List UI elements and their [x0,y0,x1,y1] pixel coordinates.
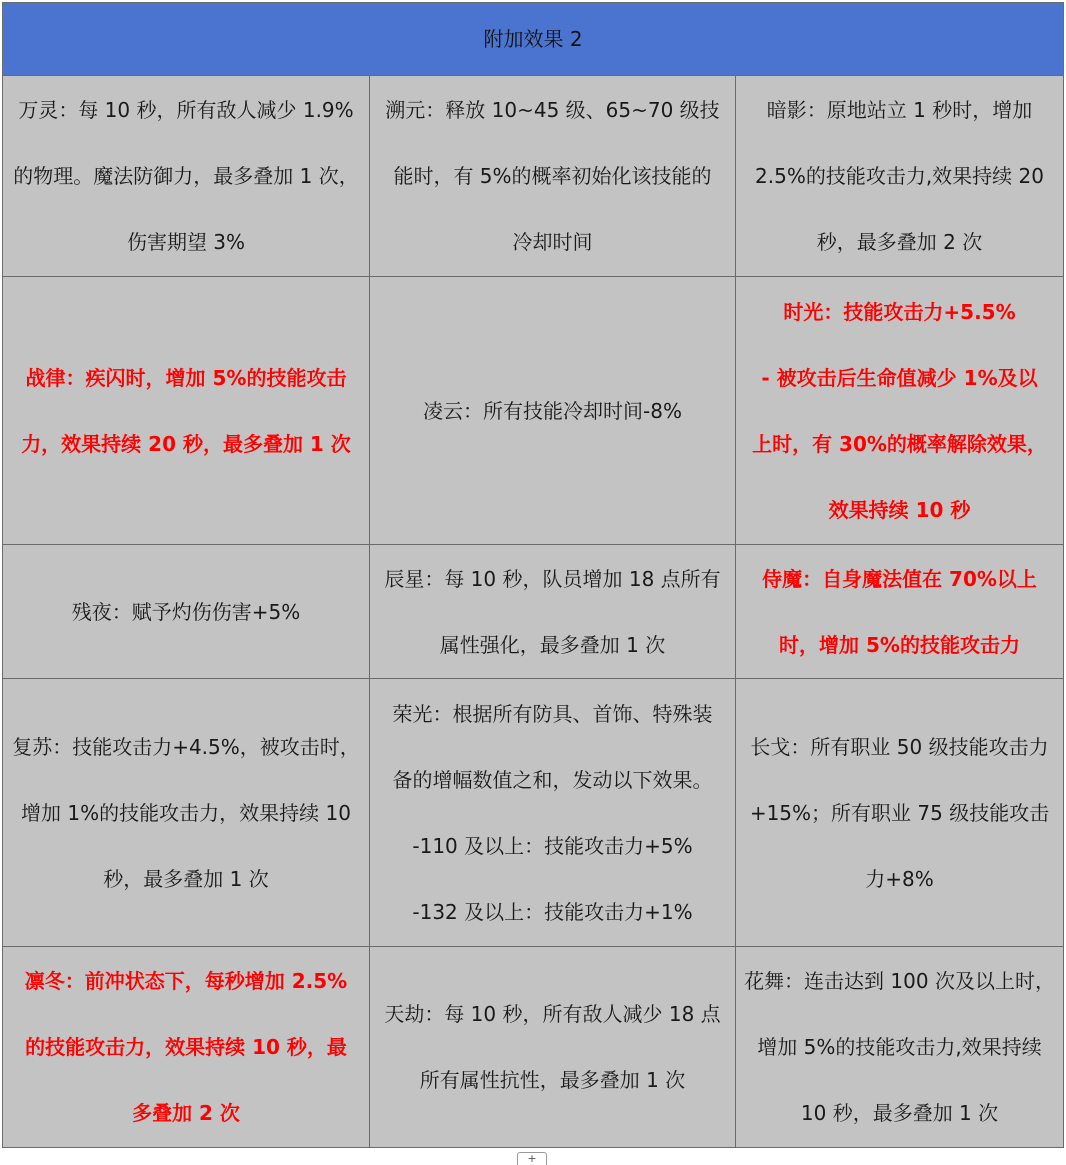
effect-line: 的技能攻击力，效果持续 10 秒，最 [25,1035,347,1059]
effect-line: 暗影：原地站立 1 秒时，增加 [766,98,1033,122]
effect-line: 能时，有 5%的概率初始化该技能的 [393,164,712,188]
effect-line: -132 及以上：技能攻击力+1% [412,899,693,924]
effect-line: 多叠加 2 次 [132,1101,240,1125]
effect-cell [736,277,1064,545]
effect-cell [3,679,370,947]
effect-cell [736,76,1064,277]
effect-line: 的物理。魔法防御力，最多叠加 1 次， [13,164,359,188]
table-row [3,76,1064,277]
effect-line: 荣光：根据所有防具、首饰、特殊装 [392,701,713,726]
table-row [3,545,1064,679]
effect-line: 复苏：技能攻击力+4.5%，被攻击时， [12,734,360,759]
effects-table [2,2,1064,1148]
effect-cell [370,947,736,1148]
effect-line: 时光：技能攻击力+5.5% [783,299,1016,324]
effect-line: 上时，有 30%的概率解除效果， [752,431,1047,456]
effect-line: 侍魔：自身魔法值在 70%以上 [762,566,1037,591]
effect-cell [3,947,370,1148]
effect-line: 战律：疾闪时，增加 5%的技能攻击 [25,365,347,390]
effect-cell [736,947,1064,1148]
effect-line: 2.5%的技能攻击力,效果持续 20 [755,164,1044,188]
effect-line: 花舞：连击达到 100 次及以上时， [744,969,1055,993]
effect-line: 冷却时间 [512,230,593,254]
table-resize-handle[interactable]: + [517,1152,547,1165]
effect-line: 长戈：所有职业 50 级技能攻击力 [750,734,1049,759]
table-title: 附加效果 2 [3,3,1064,76]
effect-cell [370,277,736,545]
effect-cell [736,545,1064,679]
effect-line: 时，增加 5%的技能攻击力 [779,632,1020,657]
effect-line: 增加 1%的技能攻击力，效果持续 10 [21,800,351,825]
effect-line: 力，效果持续 20 秒，最多叠加 1 次 [21,431,351,456]
effect-line: 天劫：每 10 秒，所有敌人减少 18 点 [384,1002,721,1026]
effect-cell [370,545,736,679]
effect-cell [3,545,370,679]
table-row [3,947,1064,1148]
effect-line: 溯元：释放 10~45 级、65~70 级技 [385,98,720,122]
effect-line: -110 及以上：技能攻击力+5% [412,833,693,858]
effect-cell [370,679,736,947]
effect-line: 凌云：所有技能冷却时间-8% [423,398,682,423]
effect-line: - 被攻击后生命值减少 1%及以 [761,365,1038,390]
effect-line: 伤害期望 3% [126,230,246,254]
effect-line: 凛冬：前冲状态下，每秒增加 2.5% [24,969,348,993]
effect-line: 万灵：每 10 秒，所有敌人减少 1.9% [18,98,354,122]
effect-line: 秒，最多叠加 1 次 [103,866,269,891]
effect-line: 所有属性抗性，最多叠加 1 次 [419,1068,686,1092]
effect-cell [736,679,1064,947]
table-row [3,679,1064,947]
effect-line: 属性强化，最多叠加 1 次 [439,632,666,657]
effect-line: 辰星：每 10 秒，队员增加 18 点所有 [384,566,721,591]
effect-line: 效果持续 10 秒 [828,497,971,522]
effect-line: 10 秒，最多叠加 1 次 [800,1101,999,1125]
effect-line: 备的增幅数值之和，发动以下效果。 [392,767,713,792]
effect-cell [3,277,370,545]
effect-line: 力+8% [865,866,934,891]
effect-cell [3,76,370,277]
table-row [3,277,1064,545]
effect-cell [370,76,736,277]
effect-line: 秒，最多叠加 2 次 [816,230,983,254]
effect-line: 增加 5%的技能攻击力,效果持续 [757,1035,1042,1059]
effect-line: 残夜：赋予灼伤伤害+5% [71,599,301,624]
effect-line: +15%；所有职业 75 级技能攻击 [749,800,1050,825]
